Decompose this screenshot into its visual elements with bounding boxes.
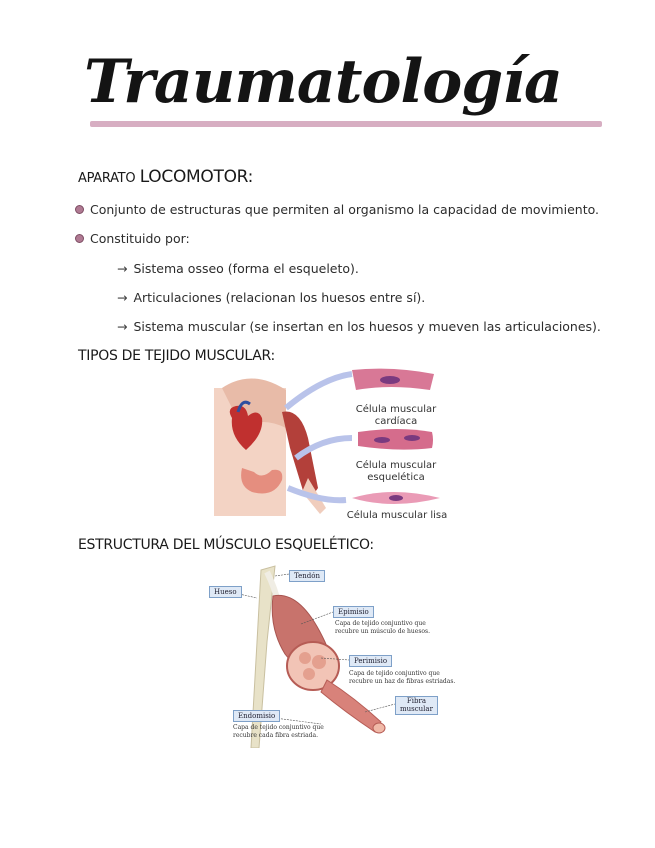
arrow-icon: → [117,261,128,276]
desc-perimisio: Capa de tejido conjuntivo que recubre un haz de fibras estriadas. [349,670,456,685]
section-heading-tejido: TIPOS DE TEJIDO MUSCULAR: [78,348,275,364]
page-title: Traumatología [84,47,562,117]
sub-item-text: Sistema muscular (se insertan en los huesos y mueven las articulaciones). [133,319,601,334]
section-heading-estructura: ESTRUCTURA DEL MÚSCULO ESQUELÉTICO: [78,537,374,553]
title-underline [90,121,602,127]
sub-item-text: Sistema osseo (forma el esqueleto). [133,261,359,276]
sub-list-item [117,319,601,334]
label-perimisio: Perimisio [349,655,392,667]
label-hueso: Hueso [209,586,242,598]
cardiac-nucleus [380,376,400,384]
skeletal-cell-shape [358,429,433,450]
muscle-types-figure [212,368,452,524]
caption-smooth: Célula muscular lisa [346,510,448,521]
list-item [75,231,190,246]
heading-main: LOCOMOTOR: [139,167,254,187]
fascicle-shape [321,680,381,732]
sub-list-item [117,290,425,305]
list-item [75,202,599,217]
caption-cardiac: Célula muscular cardíaca [355,404,437,427]
bullet-text: Constituido por: [90,231,190,246]
section-heading-locomotor [78,167,253,187]
bullet-dot-icon [75,205,84,214]
muscle-types-illustration [212,368,452,524]
label-fibra: Fibra muscular [395,696,438,715]
desc-epimisio: Capa de tejido conjuntivo que recubre un músculo de huesos. [335,620,430,635]
bullet-dot-icon [75,234,84,243]
sub-item-text: Articulaciones (relacionan los huesos entre sí). [133,290,426,305]
sub-list-item [117,261,359,276]
arrow-icon: → [117,319,128,334]
desc-endomisio: Capa de tejido conjuntivo que recubre cada fibra estriada. [233,724,324,739]
label-endomisio: Endomisio [233,710,280,722]
arrow-cardiac [286,374,352,408]
caption-skeletal: Célula muscular esquelética [355,460,437,483]
label-epimisio: Epimisio [333,606,374,618]
label-tendon: Tendón [289,570,325,582]
arrow-icon: → [117,290,128,305]
heading-prefix: APARATO [78,171,136,186]
muscle-structure-figure [205,562,465,748]
bullet-text: Conjunto de estructuras que permiten al organismo la capacidad de movimiento. [90,202,599,217]
